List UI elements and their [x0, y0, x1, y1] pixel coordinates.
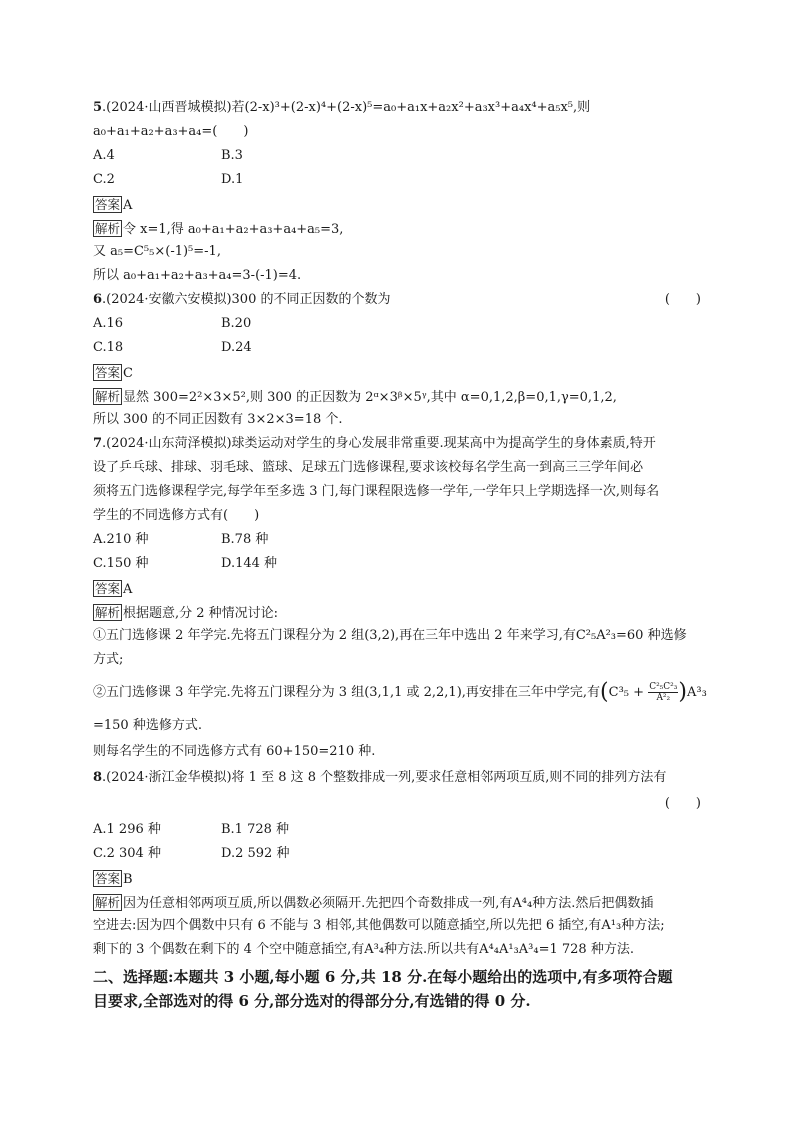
question-6 — [93, 292, 701, 427]
option-d: D.24 — [221, 340, 252, 355]
explain-line: 则每名学生的不同选修方式有 60+150=210 种. — [93, 744, 376, 759]
section-line: 二、选择题:本题共 3 小题,每小题 6 分,共 18 分.在每小题给出的选项中,有多项符合题 — [93, 968, 673, 986]
answer-tag: 答案 — [95, 581, 121, 596]
question-number: 8 — [93, 770, 103, 785]
question-7-stem — [93, 436, 656, 452]
stem-line: .(2024·山东菏泽模拟)球类运动对学生的身心发展非常重要.现某高中为提高学生的身体素质,特开 — [102, 436, 656, 451]
question-8-stem — [93, 770, 666, 786]
explain-line: =150 种选修方式. — [93, 718, 202, 733]
option-b: B.1 728 种 — [221, 822, 290, 837]
answer-paren: ( ) — [664, 292, 701, 307]
stem-line: 须将五门选修课程学完,每学年至多选 3 门,每门课程限选修一学年,一学年只上学期选择一次,则每名 — [93, 484, 660, 499]
answer-value: A — [123, 198, 133, 213]
stem-line: .(2024·安徽六安模拟)300 的不同正因数的个数为 — [102, 292, 391, 307]
section-line: 目要求,全部选对的得 6 分,部分选对的得部分分,有选错的得 0 分. — [93, 992, 531, 1010]
question-number: 5 — [93, 100, 103, 115]
answer-row — [93, 364, 133, 382]
stem-line: 设了乒乓球、排球、羽毛球、篮球、足球五门选修课程,要求该校每名学生高一到高三三学年间必 — [93, 460, 644, 475]
right-paren: ) — [678, 679, 687, 705]
option-a: A.1 296 种 — [93, 822, 161, 837]
stem-line: 学生的不同选修方式有( ) — [93, 508, 260, 523]
option-a: A.210 种 — [93, 532, 149, 547]
question-5 — [93, 100, 701, 290]
question-5-stem — [93, 100, 590, 116]
option-d: D.144 种 — [221, 556, 278, 571]
option-c: C.150 种 — [93, 556, 149, 571]
formula-term: C³₅ + — [608, 685, 645, 700]
question-8 — [93, 770, 701, 960]
left-paren: ( — [600, 679, 609, 705]
section-heading — [93, 966, 701, 1014]
option-c: C.18 — [93, 340, 124, 355]
stem-line: .(2024·浙江金华模拟)将 1 至 8 这 8 个整数排成一列,要求任意相邻两项互质,则不同的排列方法有 — [102, 770, 667, 785]
explain-line: 所以 a₀+a₁+a₂+a₃+a₄=3-(-1)=4. — [93, 268, 302, 283]
option-d: D.1 — [221, 172, 244, 187]
explain-line: 剩下的 3 个偶数在剩下的 4 个空中随意插空,有A³₄种方法.所以共有A⁴₄A¹₃A³₄=1 728 种方法. — [93, 942, 634, 957]
option-c: C.2 — [93, 172, 115, 187]
option-b: B.78 种 — [221, 532, 269, 547]
explain-row — [93, 604, 278, 622]
explain-formula-line — [93, 679, 707, 705]
option-b: B.20 — [221, 316, 252, 331]
option-a: A.16 — [93, 316, 124, 331]
fraction-numerator: C²₅C²₃ — [649, 682, 678, 692]
answer-value: C — [123, 366, 133, 381]
answer-tag: 答案 — [95, 365, 121, 380]
explain-line: 又 a₅=C⁵₅×(-1)⁵=-1, — [93, 244, 221, 259]
explain-row — [93, 388, 617, 406]
explain-row — [93, 220, 343, 238]
stem-line: .(2024·山西晋城模拟)若(2-x)³+(2-x)⁴+(2-x)⁵=a₀+a₁x+a₂x²+a₃x³+a₄x⁴+a₅x⁵,则 — [102, 100, 591, 115]
explain-line: 令 x=1,得 a₀+a₁+a₂+a₃+a₄+a₅=3, — [123, 222, 344, 237]
explain-tag: 解析 — [95, 895, 121, 910]
question-number: 6 — [93, 292, 103, 307]
explain-line: 所以 300 的不同正因数有 3×2×3=18 个. — [93, 412, 343, 427]
explain-line: ②五门选修课 3 年学完.先将五门课程分为 3 组(3,1,1 或 2,2,1),再安排在三年中学完,有 — [93, 685, 601, 700]
explain-line: 根据题意,分 2 种情况讨论: — [123, 606, 279, 621]
answer-tag: 答案 — [95, 871, 121, 886]
explain-line: 方式; — [93, 652, 124, 667]
explain-tag: 解析 — [95, 221, 121, 236]
option-b: B.3 — [221, 148, 243, 163]
formula-fraction — [648, 682, 678, 703]
formula-term: A³₃ — [687, 685, 707, 700]
answer-value: B — [123, 872, 133, 887]
explain-line: 显然 300=2²×3×5²,则 300 的正因数为 2ᵅ×3ᵝ×5ᵞ,其中 α=0,1,2,β=0,1,γ=0,1,2, — [123, 390, 617, 405]
option-d: D.2 592 种 — [221, 846, 290, 861]
explain-line: 因为任意相邻两项互质,所以偶数必须隔开.先把四个奇数排成一列,有A⁴₄种方法.然后把偶数插 — [123, 896, 654, 911]
option-c: C.2 304 种 — [93, 846, 161, 861]
answer-row — [93, 196, 132, 214]
explain-line: 空进去:因为四个偶数中只有 6 不能与 3 相邻,其他偶数可以随意插空,所以先把 6 插空,有A¹₃种方法; — [93, 918, 665, 933]
explain-line: ①五门选修课 2 年学完.先将五门课程分为 2 组(3,2),再在三年中选出 2 年来学习,有C²₅A²₃=60 种选修 — [93, 628, 687, 643]
option-a: A.4 — [93, 148, 115, 163]
stem-line: a₀+a₁+a₂+a₃+a₄=( ) — [93, 124, 249, 139]
question-number: 7 — [93, 436, 103, 451]
answer-row — [93, 580, 132, 598]
explain-row — [93, 894, 653, 912]
explain-tag: 解析 — [95, 389, 121, 404]
fraction-denominator: A²₂ — [656, 693, 671, 703]
explain-tag: 解析 — [95, 605, 121, 620]
answer-paren: ( ) — [664, 796, 701, 811]
answer-tag: 答案 — [95, 197, 121, 212]
answer-row — [93, 870, 133, 888]
question-6-stem — [93, 292, 391, 308]
question-7 — [93, 436, 707, 766]
answer-value: A — [123, 582, 133, 597]
